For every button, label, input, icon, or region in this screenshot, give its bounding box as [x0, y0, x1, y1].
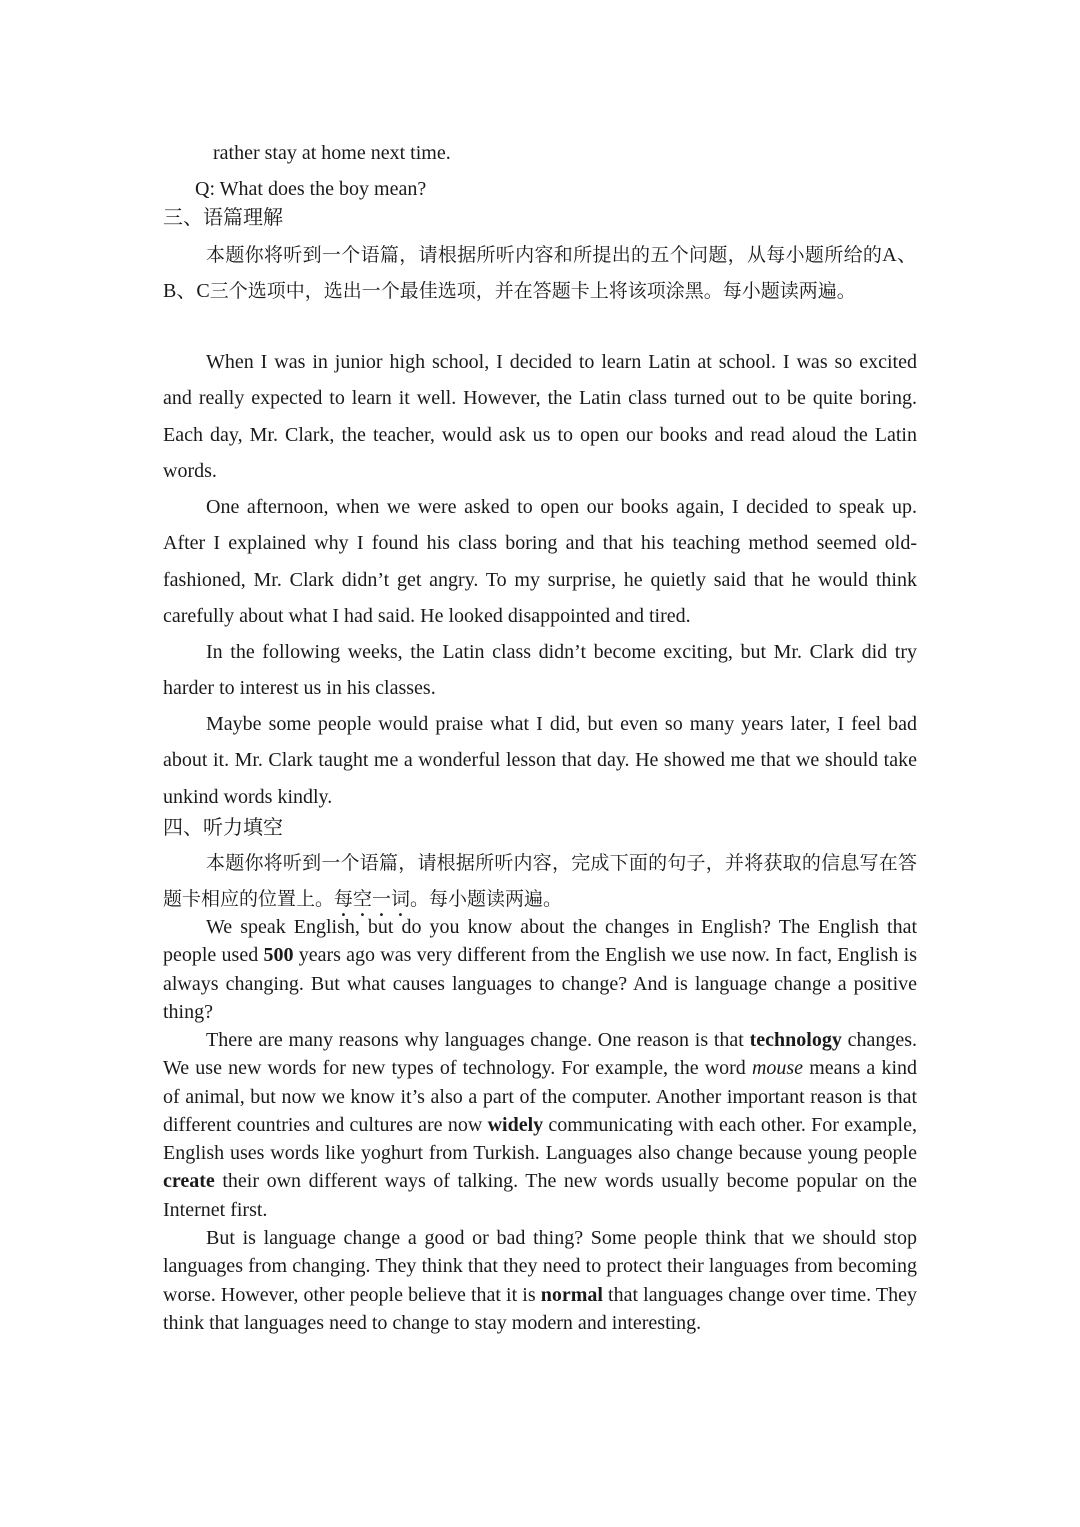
emphasized-text: 每空一词 [334, 888, 411, 910]
section4-heading: 四、听力填空 [163, 815, 283, 839]
section3-instructions: 本题你将听到一个语篇，请根据所听内容和所提出的五个问题，从每小题所给的A、B、C三个选项中，选出一个最佳选项，并在答题卡上将该项涂黑。每小题读两遍。 [163, 244, 917, 302]
section3-paragraph-1: When I was in junior high school, I decided to learn Latin at school. I was so excited and really expected to learn it well. However, the Latin class turned out to be quite boring. Each day, Mr. Clark, the teacher, would ask us to open our books and read aloud the Latin words. [163, 351, 917, 482]
section3-paragraph-3: In the following weeks, the Latin class didn’t become exciting, but Mr. Clark did try harder to interest us in his classes. [163, 641, 917, 700]
section4-paragraph-3: But is language change a good or bad thing? Some people think that we should stop languages from changing. They think that they need to protect their languages from becoming worse. However, other people believe that it is normal that languages change over time. They think that languages need to change to stay modern and interesting. [163, 1227, 917, 1334]
bold-answer: 500 [263, 944, 294, 967]
section3-heading: 三、语篇理解 [163, 205, 283, 229]
section3-paragraph-2: One afternoon, when we were asked to open our books again, I decided to speak up. After I explained why I found his class boring and that his teaching method seemed old-fashioned, Mr. Clark didn’t get angry. To my surprise, he quietly said that he would think carefully about what I had said. He looked disappointed and tired. [163, 496, 917, 627]
bold-answer: create [163, 1170, 215, 1193]
section3-paragraph-4: Maybe some people would praise what I did, but even so many years later, I feel bad about it. Mr. Clark taught me a wonderful lesson that day. He showed me that we should take unkind words kindly. [163, 713, 917, 808]
prev-item-line: rather stay at home next time. [213, 142, 451, 164]
section4-paragraph-2: There are many reasons why languages change. One reason is that technology changes. We use new words for new types of technology. For example, the word mouse means a kind of animal, but now we know it’s also a part of the computer. Another important reason is that different countries and cultures are now widely communicating with each other. For example, English uses words like yoghurt from Turkish. Languages also change because young people create their own different ways of talking. The new words usually become popular on the Internet first. [163, 1029, 917, 1221]
section4-paragraph-1: We speak English, but do you know about the changes in English? The English that people used 500 years ago was very different from the English we use now. In fact, English is always changing. But what causes languages to change? And is language change a positive thing? [163, 916, 917, 1023]
bold-answer: widely [487, 1113, 544, 1136]
bold-answer: technology [749, 1029, 842, 1051]
prev-item-question: Q: What does the boy mean? [195, 178, 427, 200]
bold-answer: normal [540, 1283, 603, 1306]
section4-instructions: 本题你将听到一个语篇，请根据所听内容，完成下面的句子，并将获取的信息写在答题卡相应的位置上。每空一词。每小题读两遍。 [163, 852, 917, 910]
italic-word: mouse [751, 1057, 804, 1080]
